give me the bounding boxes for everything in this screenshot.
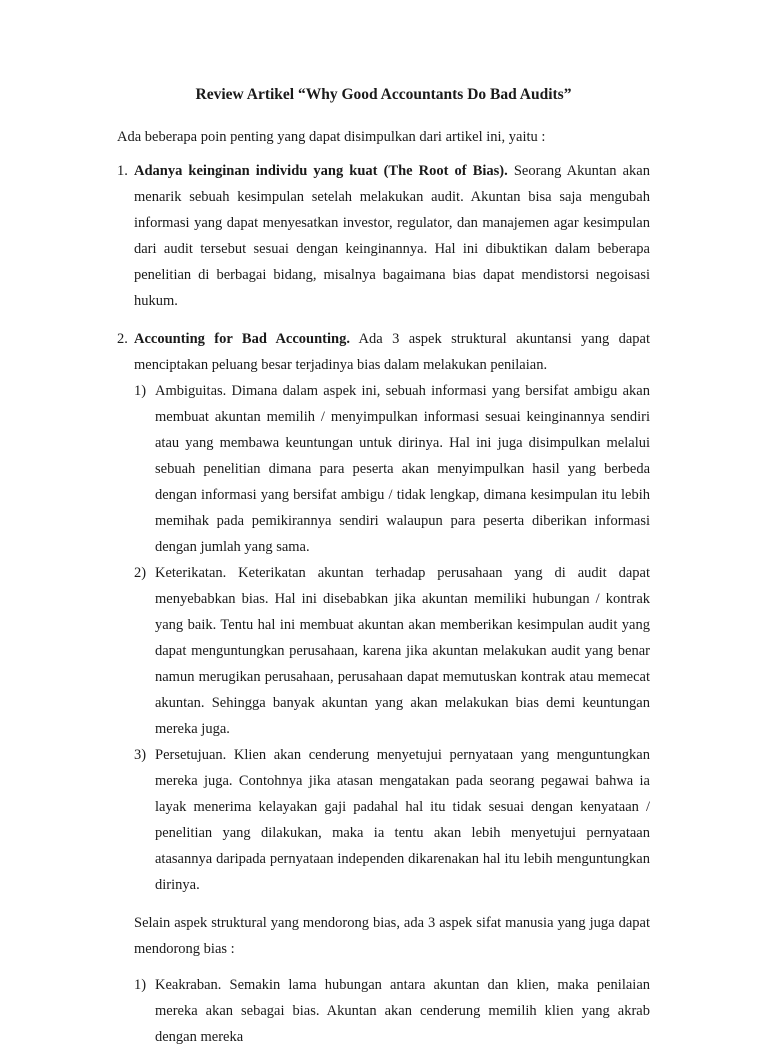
sub-item-text: Keterikatan. Keterikatan akuntan terhadap perusahaan yang di audit dapat menyebabkan bias. Hal ini disebabkan jika akuntan memiliki hubungan / kontrak yang baik. Tentu hal ini membuat akuntan akan memberikan kesimpulan audit yang dapat menguntungkan perusahaan, karena jika akuntan melakukan audit yang benar namun merugikan perusahaan, perusahaan dapat memutuskan kontrak atau memecat akuntan. Sehingga banyak akuntan yang akan melakukan bias demi keuntungan mereka juga. bbox=[155, 565, 650, 737]
list-item-body: Seorang Akuntan akan menarik sebuah kesimpulan setelah melakukan audit. Akuntan bisa saja mengubah informasi yang dapat menyesatkan investor, regulator, dan manajemen agar kesimpulan dari audit tersebut sesuai dengan keinginannya. Hal ini dibuktikan dalam beberapa penelitian di berbagai bidang, misalnya bagaimana bias dapat mendistorsi negoisasi hukum. bbox=[134, 163, 650, 309]
list-item-body: Ada 3 aspek struktural akuntansi yang dapat menciptakan peluang besar terjadinya bias dalam melakukan penilaian. bbox=[134, 331, 650, 373]
structural-aspects-list bbox=[134, 378, 650, 898]
list-item-text bbox=[134, 326, 650, 378]
sub-item-persetujuan bbox=[134, 742, 650, 898]
document-title: Review Artikel “Why Good Accountants Do Bad Audits” bbox=[195, 86, 572, 103]
list-item-text bbox=[134, 158, 650, 314]
sub-item-text: Persetujuan. Klien akan cenderung menyetujui pernyataan yang menguntungkan mereka juga. Contohnya jika atasan mengatakan pada seorang pegawai bahwa ia layak menerima kelayakan gaji padahal hal itu tidak sesuai dengan kenyataan / penelitian yang dilakukan, maka ia tentu akan lebih menyetujui pernyataan atasannya daripada pernyataan independen dikarenakan hal itu lebih menguntungkan dirinya. bbox=[155, 747, 650, 893]
list-item-2 bbox=[117, 326, 650, 898]
sub-item-text: Keakraban. Semakin lama hubungan antara akuntan dan klien, maka penilaian mereka akan sebagai bias. Akuntan akan cenderung memilih klien yang akrab dengan mereka bbox=[155, 977, 650, 1045]
human-aspects-intro: Selain aspek struktural yang mendorong bias, ada 3 aspek sifat manusia yang juga dapat mendorong bias : bbox=[134, 915, 650, 957]
human-aspects-list bbox=[134, 972, 650, 1050]
intro-paragraph: Ada beberapa poin penting yang dapat disimpulkan dari artikel ini, yaitu : bbox=[117, 129, 546, 145]
sub-number: 1) bbox=[134, 977, 147, 993]
sub-item-text: Ambiguitas. Dimana dalam aspek ini, sebuah informasi yang bersifat ambigu akan membuat akuntan memilih / menyimpulkan informasi sesuai keinginannya sendiri atau yang membawa keuntungan untuk dirinya. Hal ini juga disimpulkan melalui sebuah penelitian dimana para peserta akan menyimpulkan hasil yang berbeda dengan informasi yang bersifat ambigu / tidak lengkap, dimana kesimpulan itu lebih memihak pada pemikirannya sendiri walaupun para peserta diberikan informasi dengan jumlah yang sama. bbox=[155, 383, 650, 555]
sub-item-keterikatan bbox=[134, 560, 650, 742]
sub-item-keakraban bbox=[134, 972, 650, 1050]
list-item-heading: Adanya keinginan individu yang kuat (The Root of Bias). bbox=[134, 163, 508, 179]
list-item-heading: Accounting for Bad Accounting. bbox=[134, 331, 350, 347]
list-item-1 bbox=[117, 158, 650, 314]
sub-number: 1) bbox=[134, 383, 147, 399]
list-number: 2. bbox=[117, 331, 128, 347]
list-number: 1. bbox=[117, 163, 128, 179]
sub-number: 2) bbox=[134, 565, 147, 581]
sub-item-ambiguitas bbox=[134, 378, 650, 560]
sub-number: 3) bbox=[134, 747, 147, 763]
